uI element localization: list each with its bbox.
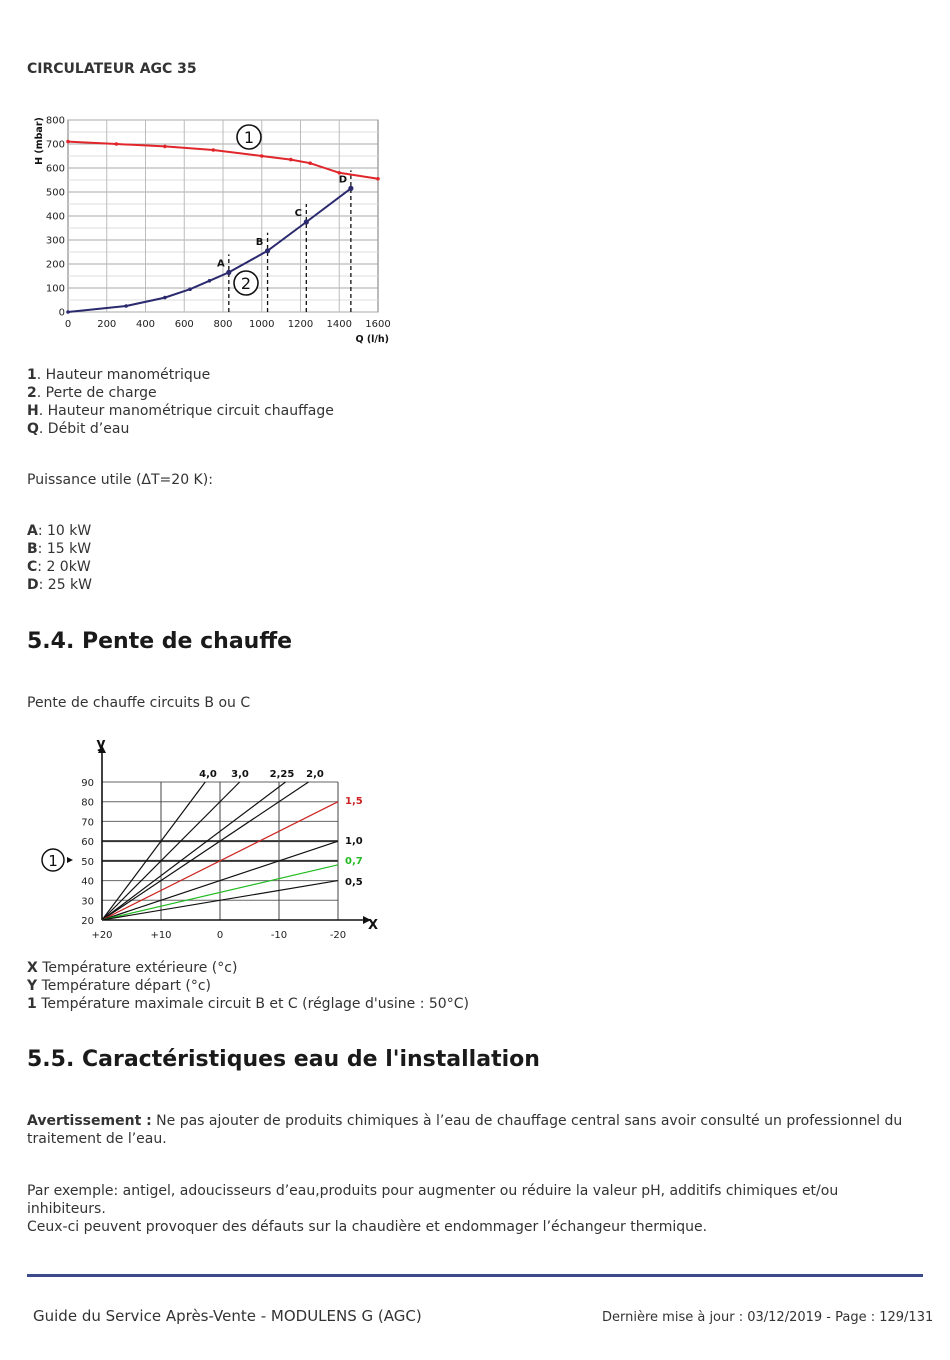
legend-key: H: [27, 403, 39, 419]
power-key: C: [27, 559, 38, 575]
series-point: [208, 279, 212, 283]
legend-key: X: [27, 960, 38, 976]
series-point: [66, 310, 70, 314]
x-tick-label: +10: [150, 930, 172, 941]
legend-key: 1: [27, 996, 37, 1012]
power-item: [27, 522, 92, 540]
series-point: [115, 142, 119, 146]
x-tick-label: 600: [174, 319, 194, 330]
y-tick-label: 50: [81, 856, 94, 868]
y-tick-label: 20: [81, 916, 94, 927]
x-tick-label: -20: [329, 930, 347, 941]
legend-text: . Débit d’eau: [38, 421, 130, 437]
x-tick-label: -10: [270, 930, 288, 941]
slope-intro: Pente de chauffe circuits B ou C: [27, 695, 251, 711]
y-tick-label: 600: [45, 163, 65, 175]
warning-label: Avertissement :: [27, 1113, 152, 1129]
legend-item: [27, 959, 469, 977]
x-axis-label: X: [367, 918, 379, 933]
slope-legend: [27, 959, 469, 1013]
max-temp-arrow: [67, 857, 73, 863]
legend-item: [27, 384, 334, 402]
footer-left: Guide du Service Après-Vente - MODULENS G (AGC): [33, 1307, 422, 1325]
slope-label: 0,7: [345, 856, 363, 867]
legend-item: [27, 977, 469, 995]
series-point: [376, 177, 380, 181]
y-tick-label: 100: [45, 283, 65, 295]
point-label: B: [255, 236, 264, 248]
water-heading: 5.5. Caractéristiques eau de l'installation: [27, 1047, 540, 1072]
slope-label: 3,0: [231, 769, 249, 780]
series-point: [124, 304, 128, 308]
y-tick-label: 0: [58, 307, 65, 319]
point-label: A: [216, 258, 225, 270]
power-list: [27, 522, 92, 594]
curve-marker-label: 1: [243, 128, 255, 147]
power-text: : 25 kW: [38, 577, 93, 593]
x-axis-label: Q (l/h): [355, 334, 389, 345]
power-text: : 10 kW: [37, 523, 92, 539]
footer-right: Dernière mise à jour : 03/12/2019 - Page : 129/131: [602, 1310, 934, 1325]
power-item: [27, 558, 92, 576]
x-tick-label: 1600: [365, 319, 391, 330]
power-key: A: [27, 523, 38, 539]
y-tick-label: 700: [45, 139, 65, 151]
legend-key: Y: [27, 978, 38, 994]
y-tick-label: 200: [45, 259, 65, 271]
warning-paragraph: [27, 1112, 917, 1148]
operating-point: [304, 219, 309, 224]
x-tick-label: +20: [91, 930, 113, 941]
legend-text: Température départ (°c): [37, 978, 212, 994]
power-text: : 2 0kW: [37, 559, 91, 575]
y-axis-label: y: [96, 736, 106, 752]
x-tick-label: 0: [64, 319, 72, 330]
point-label: D: [338, 174, 348, 186]
operating-point: [226, 270, 231, 275]
x-tick-label: 1000: [249, 319, 275, 330]
slope-label: 2,25: [269, 769, 295, 780]
x-tick-label: 1400: [326, 319, 352, 330]
legend-item: [27, 995, 469, 1013]
circulator-legend: [27, 366, 334, 438]
slope-label: 1,0: [345, 836, 363, 847]
legend-key: Q: [27, 421, 39, 437]
y-tick-label: 70: [81, 817, 94, 829]
warning-text: Ne pas ajouter de produits chimiques à l’eau de chauffage central sans avoir consulté un professionnel du traitement de l’eau.: [27, 1113, 903, 1147]
operating-point: [265, 248, 270, 253]
power-key: D: [27, 577, 39, 593]
series-point: [289, 158, 293, 162]
series-point: [212, 148, 216, 152]
x-tick-label: 800: [213, 319, 233, 330]
slope-line-3,0: [102, 782, 240, 920]
power-text: : 15 kW: [37, 541, 92, 557]
legend-text: . Hauteur manométrique: [36, 367, 211, 383]
x-tick-label: 400: [135, 319, 156, 330]
series-point: [260, 154, 264, 158]
y-axis-label: H (mbar): [34, 117, 45, 165]
operating-point: [348, 186, 353, 191]
power-item: [27, 576, 92, 594]
series-point: [308, 161, 312, 165]
y-tick-label: 500: [45, 187, 65, 199]
slope-label: 4,0: [199, 769, 217, 780]
point-label: C: [294, 208, 302, 219]
y-tick-label: 800: [45, 115, 65, 127]
legend-item: [27, 402, 334, 420]
slope-label: 0,5: [345, 877, 363, 888]
legend-text: Température maximale circuit B et C (réglage d'usine : 50°C): [36, 996, 469, 1012]
slope-line-2,0: [102, 782, 309, 920]
y-tick-label: 60: [81, 837, 94, 849]
legend-item: [27, 366, 334, 384]
series-point: [163, 145, 167, 149]
legend-key: 2: [27, 385, 37, 401]
legend-item: [27, 420, 334, 438]
legend-text: . Hauteur manométrique circuit chauffage: [38, 403, 334, 419]
legend-text: Température extérieure (°c): [37, 960, 238, 976]
y-tick-label: 90: [81, 778, 94, 789]
y-tick-label: 300: [45, 235, 65, 247]
max-temp-marker-label: 1: [48, 852, 58, 870]
series-point: [163, 296, 167, 300]
x-tick-label: 0: [216, 930, 224, 941]
y-tick-label: 30: [81, 896, 94, 908]
pump-curve-chart: [27, 96, 397, 350]
footer-rule: [27, 1274, 923, 1277]
y-tick-label: 80: [81, 797, 94, 809]
slope-label: 1,5: [345, 796, 363, 807]
heating-slope-chart: [27, 733, 389, 945]
circulator-title: CIRCULATEUR AGC 35: [27, 61, 197, 77]
consequence-paragraph: Ceux-ci peuvent provoquer des défauts sur la chaudière et endommager l’échangeur thermique.: [27, 1219, 708, 1235]
power-item: [27, 540, 92, 558]
y-tick-label: 40: [81, 876, 94, 888]
curve-marker-label: 2: [240, 274, 252, 293]
power-key: B: [27, 541, 38, 557]
x-tick-label: 1200: [287, 319, 314, 330]
legend-key: 1: [27, 367, 37, 383]
slope-line-2,25: [102, 782, 286, 920]
slope-label: 2,0: [306, 769, 324, 780]
series-point: [66, 140, 70, 144]
slope-heading: 5.4. Pente de chauffe: [27, 629, 293, 654]
example-paragraph: Par exemple: antigel, adoucisseurs d’eau,produits pour augmenter ou réduire la valeur pH, additifs chimiques et/ou inhibiteurs.: [27, 1183, 839, 1217]
series-point: [188, 287, 192, 291]
legend-text: . Perte de charge: [36, 385, 157, 401]
y-tick-label: 400: [45, 211, 65, 223]
x-tick-label: 200: [97, 319, 117, 330]
power-title: Puissance utile (ΔT=20 K):: [27, 472, 213, 488]
